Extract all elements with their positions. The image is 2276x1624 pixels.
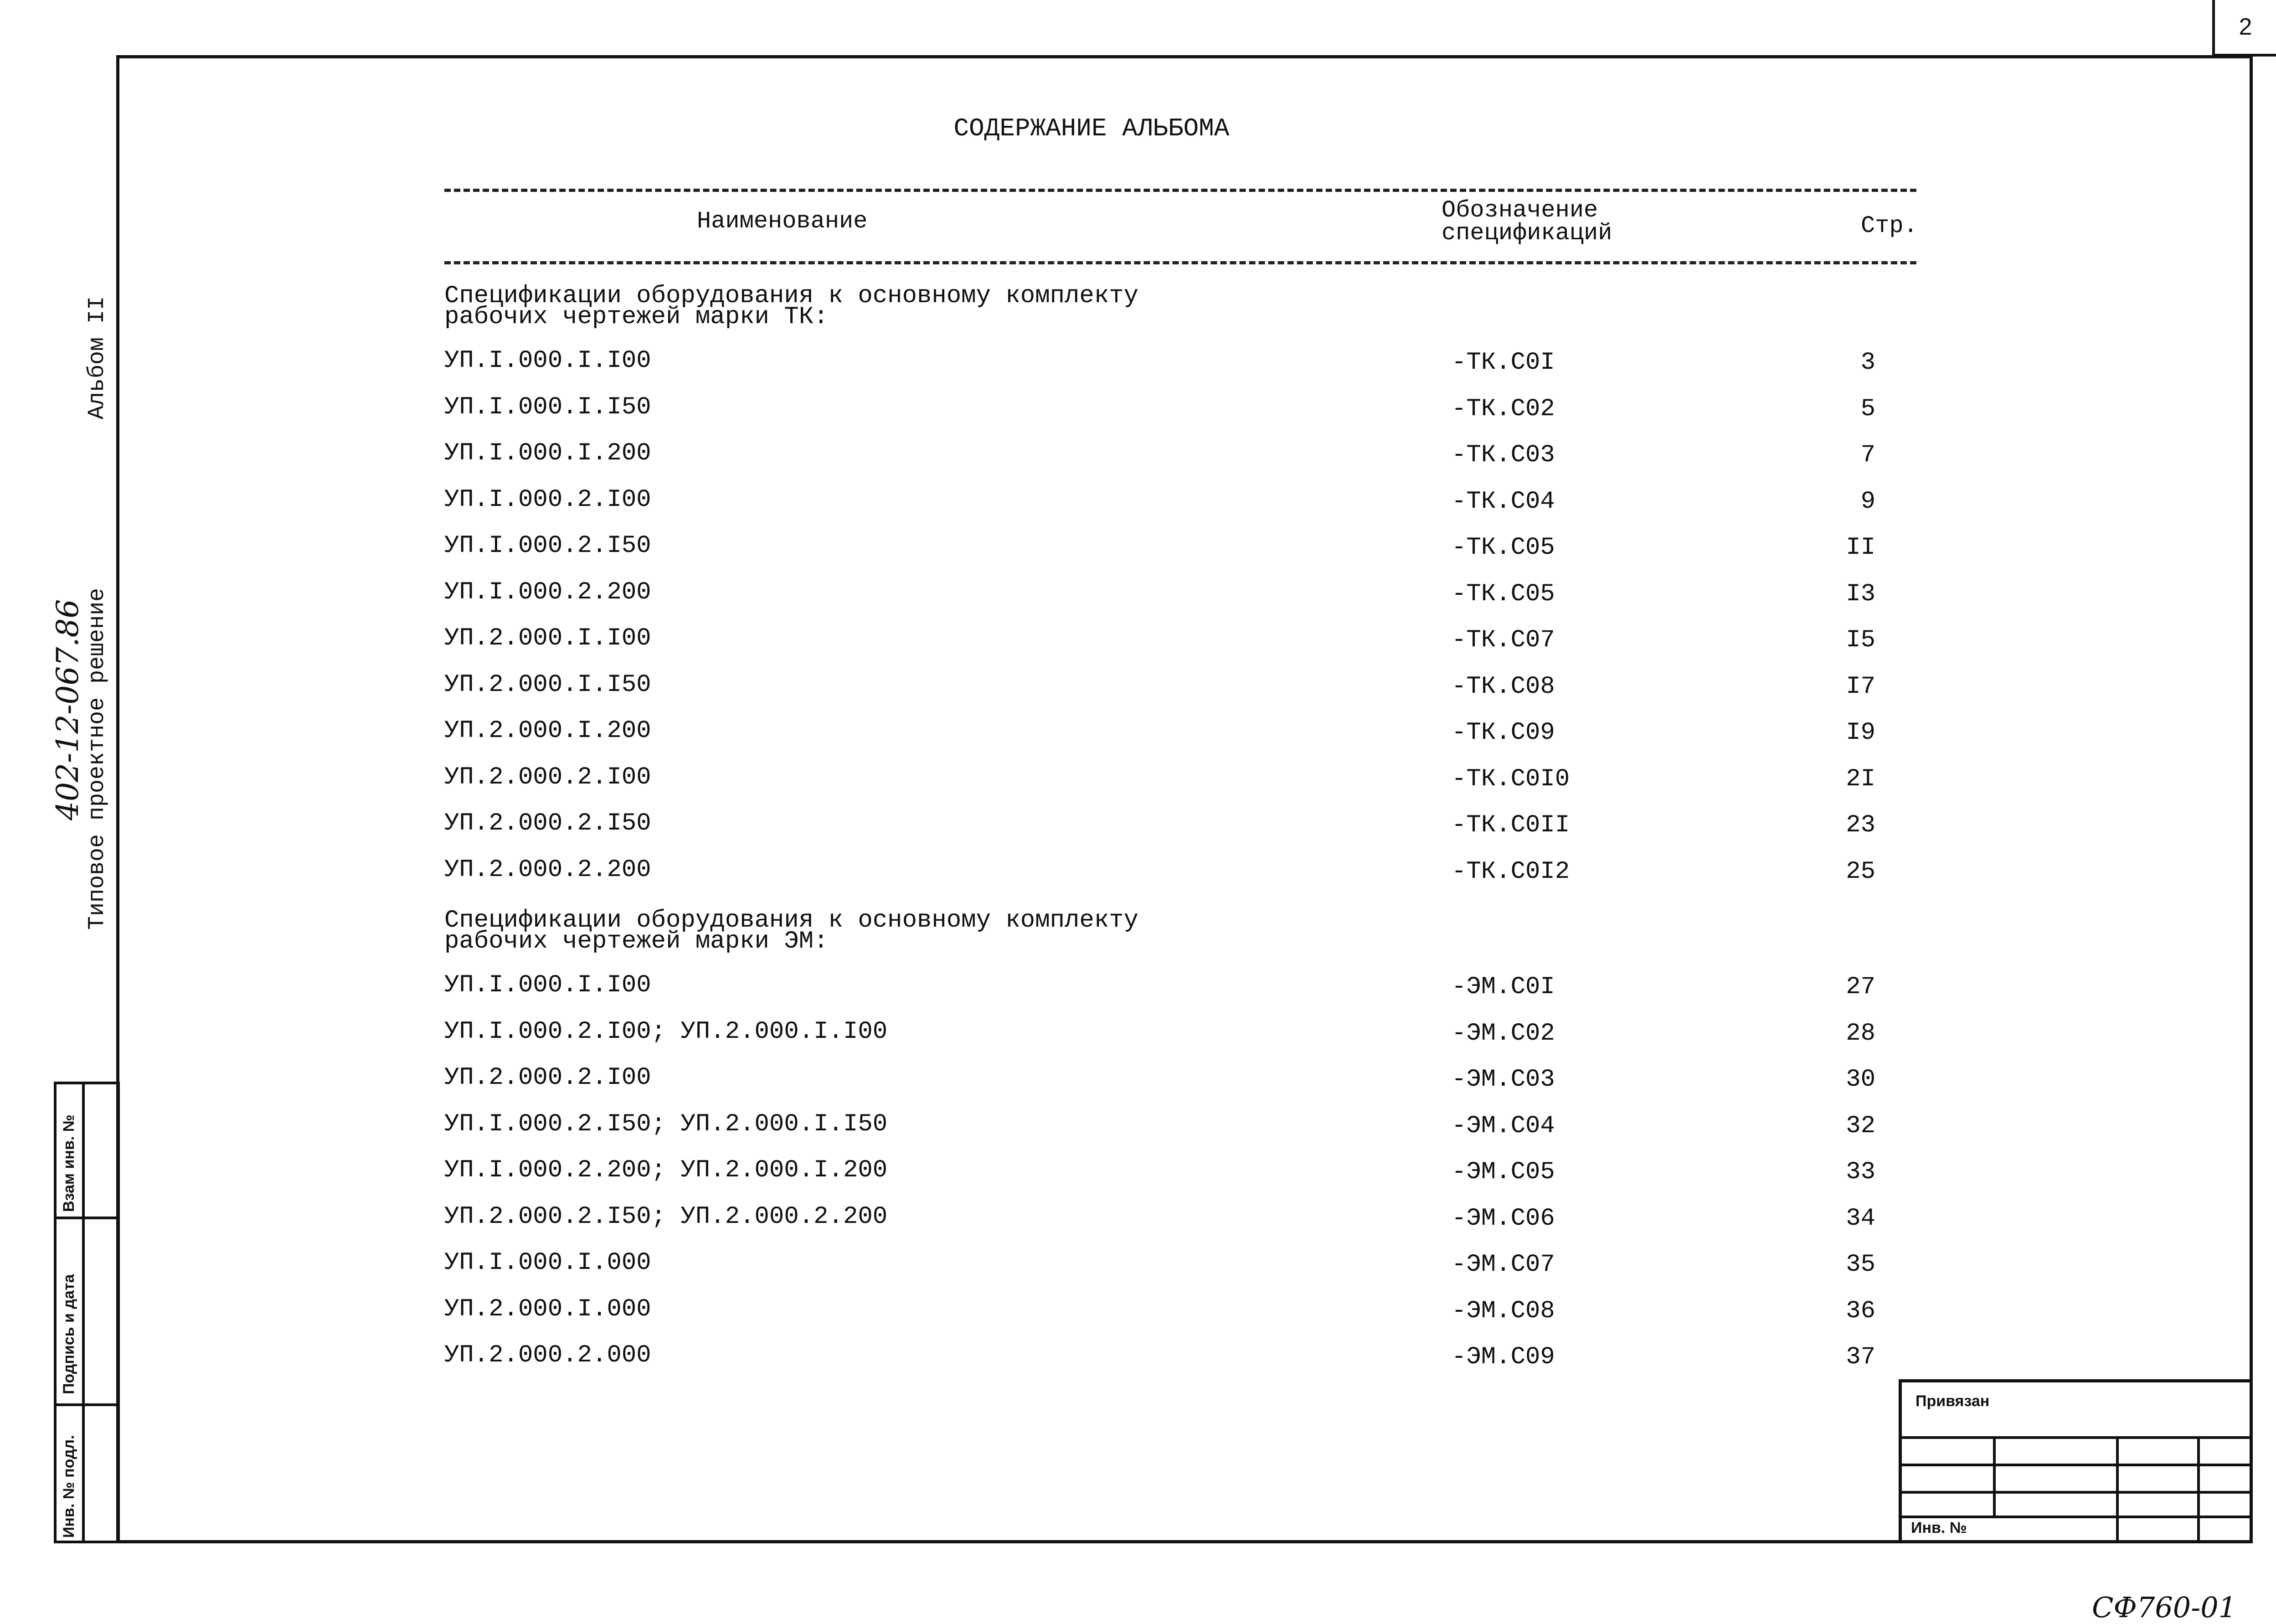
row-name: УП.I.000.2.200; УП.2.000.I.200 [444,1156,888,1184]
row-code: -ТК.С05 [1452,580,1555,608]
row-name: УП.2.000.2.200 [444,856,651,884]
row-name: УП.2.000.2.I50; УП.2.000.2.200 [444,1202,888,1231]
row-page: 27 [1846,973,1875,1001]
section-heading: рабочих чертежей марки ТК: [444,303,829,331]
inv-label: Инв. № [1911,1519,1967,1536]
bound-label: Привязан [1916,1392,1990,1410]
row-page: I7 [1846,672,1875,701]
row-code: -ЭМ.С05 [1452,1158,1555,1186]
row-code: -ТК.С09 [1452,719,1555,747]
row-page: I5 [1846,626,1875,654]
row-code: -ТК.С0I [1452,349,1555,376]
row-code: -ЭМ.С06 [1452,1204,1555,1232]
row-name: УП.2.000.I.I50 [444,670,651,699]
row-name: УП.I.000.I.000 [444,1249,651,1277]
row-name: УП.2.000.I.I00 [444,624,651,652]
row-name: УП.2.000.2.I00 [444,763,651,791]
row-page: 28 [1846,1019,1875,1047]
row-page: 32 [1846,1112,1875,1140]
row-page: 33 [1846,1158,1875,1186]
row-name: УП.I.000.I.I00 [444,971,651,999]
row-page: 25 [1846,857,1875,886]
row-page: 36 [1846,1297,1875,1325]
row-code: -ЭМ.С04 [1452,1112,1555,1140]
replace-inv-label: Взам инв. № [60,1114,77,1212]
row-code: -ТК.С08 [1452,672,1555,701]
row-name: УП.I.000.I.I50 [444,393,651,421]
header-bottom-rule [444,261,1916,264]
row-code: -ТК.С07 [1452,626,1555,654]
row-code: -ТК.С0I2 [1452,857,1570,886]
row-page: 23 [1846,811,1875,839]
right-stamp [1899,1379,2253,1543]
row-page: 2I [1846,765,1875,793]
row-code: -ЭМ.С03 [1452,1066,1555,1093]
section-heading: рабочих чертежей марки ЭМ: [444,928,829,955]
row-name: УП.2.000.2.I50 [444,809,651,837]
header-top-rule [444,189,1916,192]
row-code: -ТК.С02 [1452,395,1555,423]
project-number-handwritten: 402-12-067.86 [50,599,85,820]
header-designation-1: Обозначение [1442,197,1598,224]
row-name: УП.2.000.2.I00 [444,1064,651,1092]
row-page: I9 [1846,719,1875,747]
row-name: УП.I.000.2.200 [444,578,651,606]
row-page: 37 [1846,1343,1875,1371]
row-code: -ТК.С04 [1452,487,1555,516]
row-name: УП.I.000.2.I50; УП.2.000.I.I50 [444,1110,888,1138]
section-heading: Спецификации оборудования к основному комплекту [444,282,1139,310]
page-title: СОДЕРЖАНИЕ АЛЬБОМА [953,114,1230,143]
row-page: 5 [1860,395,1875,423]
solution-label: Типовое проектное решение [84,588,110,930]
row-code: -ТК.С05 [1452,534,1555,562]
page-number: 2 [2212,0,2276,57]
header-name: Наименование [697,208,868,235]
row-name: УП.2.000.I.200 [444,717,651,745]
row-name: УП.I.000.2.I00 [444,485,651,514]
footer-code-handwritten: СФ760-01 [2092,1591,2237,1624]
row-name: УП.I.000.2.I50 [444,532,651,560]
orig-inv-label: Инв. № подл. [60,1435,77,1538]
album-label: Альбом II [84,296,110,419]
row-page: 30 [1846,1066,1875,1093]
row-page: 9 [1860,487,1875,516]
drawing-frame [116,55,2253,1543]
section-heading: Спецификации оборудования к основному комплекту [444,907,1139,934]
row-code: -ЭМ.С09 [1452,1343,1555,1371]
header-designation-2: спецификаций [1442,220,1612,247]
row-name: УП.2.000.I.000 [444,1295,651,1323]
row-name: УП.I.000.2.I00; УП.2.000.I.I00 [444,1017,888,1046]
row-code: -ЭМ.С0I [1452,973,1555,1001]
row-name: УП.2.000.2.000 [444,1341,651,1369]
left-stamp [54,1082,120,1543]
row-page: 34 [1846,1204,1875,1232]
row-code: -ТК.С0II [1452,811,1570,839]
row-page: II [1846,534,1875,562]
row-page: 3 [1860,349,1875,376]
row-page: 35 [1846,1251,1875,1279]
row-page: I3 [1846,580,1875,608]
row-name: УП.I.000.I.200 [444,439,651,467]
row-code: -ЭМ.С08 [1452,1297,1555,1325]
row-code: -ЭМ.С02 [1452,1019,1555,1047]
row-name: УП.I.000.I.I00 [444,347,651,375]
header-page: Стр. [1861,212,1918,239]
row-page: 7 [1860,441,1875,469]
row-code: -ТК.С0I0 [1452,765,1570,793]
row-code: -ЭМ.С07 [1452,1251,1555,1279]
row-code: -ТК.С03 [1452,441,1555,469]
signature-date-label: Подпись и дата [60,1274,77,1394]
